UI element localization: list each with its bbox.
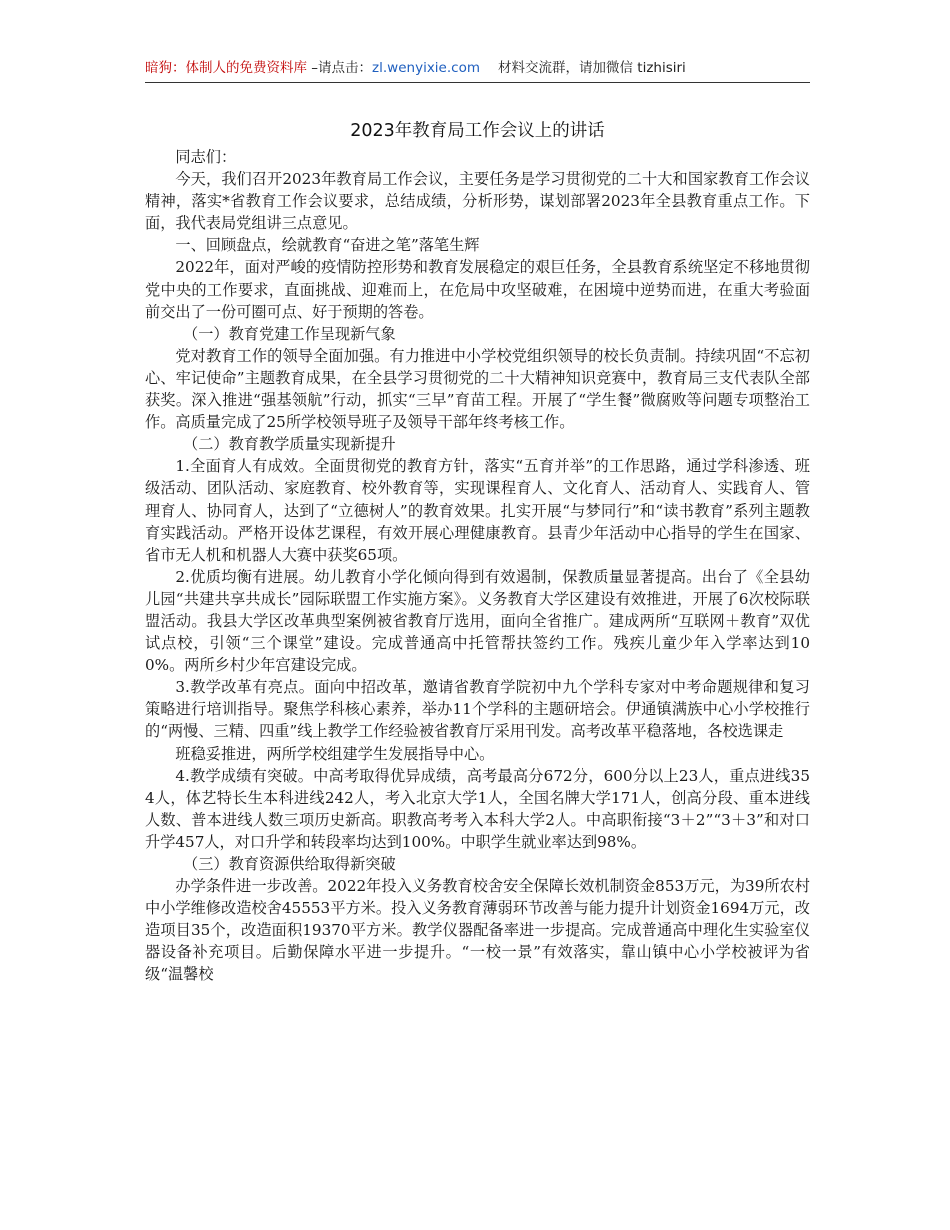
salutation: 同志们： [175, 148, 237, 166]
header-contact: 材料交流群，请加微信 tizhisiri [498, 60, 686, 76]
paragraph: 2.优质均衡有进展。幼儿教育小学化倾向得到有效遏制，保教质量显著提高。出台了《全县幼儿园“共建共享共成长”园际联盟工作实施方案》。义务教育大学区建设有效推进，开展了6次校际联盟活动。我县大学区改革典型案例被省教育厅选用，面向全省推广。建成两所“互联网＋教育”双优试点校，引领“三个课堂”建设。完成普通高中托管帮扶签约工作。残疾儿童少年入学率达到100%。两所乡村少年宫建设完成。 [145, 567, 810, 675]
paragraph: 1.全面育人有成效。全面贯彻党的教育方针，落实“五育并举”的工作思路，通过学科渗透、班级活动、团队活动、家庭教育、校外教育等，实现课程育人、文化育人、活动育人、实践育人、管理育人、协同育人，达到了“立德树人”的教育效果。扎实开展“与梦同行”和“读书教育”系列主题教育实践活动。严格开设体艺课程，有效开展心理健康教育。县青少年活动中心指导的学生在国家、省市无人机和机器人大赛中获奖65项。 [145, 457, 810, 564]
header-brand: 暗狗：体制人的免费资料库 [145, 60, 307, 76]
paragraph: 4.教学成绩有突破。中高考取得优异成绩，高考最高分672分，600分以上23人，重点进线354人，体艺特长生本科进线242人，考入北京大学1人，全国名牌大学171人，创高分段、重本进线人数、普本进线人数三项历史新高。职教高考考入本科大学2人。中高职衔接“3＋2”“3＋3”和对口升学457人，对口升学和转段率均达到100%。中职学生就业率达到98%。 [145, 766, 810, 851]
paragraph: 今天，我们召开2023年教育局工作会议，主要任务是学习贯彻党的二十大和国家教育工作会议精神，落实*省教育工作会议要求，总结成绩，分析形势，谋划部署2023年全县教育重点工作。下面，我代表局党组讲三点意见。 [145, 170, 810, 233]
paragraph: 班稳妥推进，两所学校组建学生发展指导中心。 [175, 744, 495, 763]
paragraph: 办学条件进一步改善。2022年投入义务教育校舍安全保障长效机制资金853万元，为39所农村中小学维修改造校舍45553平方米。投入义务教育薄弱环节改善与能力提升计划资金1694万元，改造项目35个，改造面积19370平方米。教学仪器配备率进一步提高。完成普通高中理化生实验室仪器设备补充项目。后勤保障水平进一步提升。“一校一景”有效落实，靠山镇中心小学校被评为省级“温馨校 [145, 877, 810, 984]
subsection-heading: （三）教育资源供给取得新突破 [183, 855, 396, 873]
header-prompt: –请点击： [307, 60, 373, 76]
section-heading: 一、回顾盘点，绘就教育“奋进之笔”落笔生辉 [175, 236, 480, 255]
paragraph: 3.教学改革有亮点。面向中招改革，邀请省教育学院初中九个学科专家对中考命题规律和复习策略进行培训指导。聚焦学科核心素养，举办11个学科的主题研培会。伊通镇满族中心小学校推行的“两慢、三精、四重”线上教学工作经验被省教育厅采用刊发。高考改革平稳落地，各校选课走 [145, 678, 810, 741]
subsection-heading: （二）教育教学质量实现新提升 [183, 435, 396, 454]
subsection-heading: （一）教育党建工作呈现新气象 [183, 324, 396, 343]
paragraph: 2022年，面对严峻的疫情防控形势和教育发展稳定的艰巨任务，全县教育系统坚定不移地贯彻党中央的工作要求，直面挑战、迎难而上，在危局中攻坚破难，在困境中逆势而进，在重大考验面前交出了一份可圈可点、好于预期的答卷。 [145, 258, 810, 321]
header-link[interactable]: zl.wenyixie.com [372, 60, 480, 76]
page-header [145, 58, 810, 83]
paragraph: 党对教育工作的领导全面加强。有力推进中小学校党组织领导的校长负责制。持续巩固“不忘初心、牢记使命”主题教育成果，在全县学习贯彻党的二十大精神知识竞赛中，教育局三支代表队全部获奖。深入推进“强基领航”行动，抓实“三早”育苗工程。开展了“学生餐”微腐败等问题专项整治工作。高质量完成了25所学校领导班子及领导干部年终考核工作。 [145, 346, 810, 432]
document-title: 2023年教育局工作会议上的讲话 [350, 121, 605, 141]
document-body [145, 118, 810, 986]
